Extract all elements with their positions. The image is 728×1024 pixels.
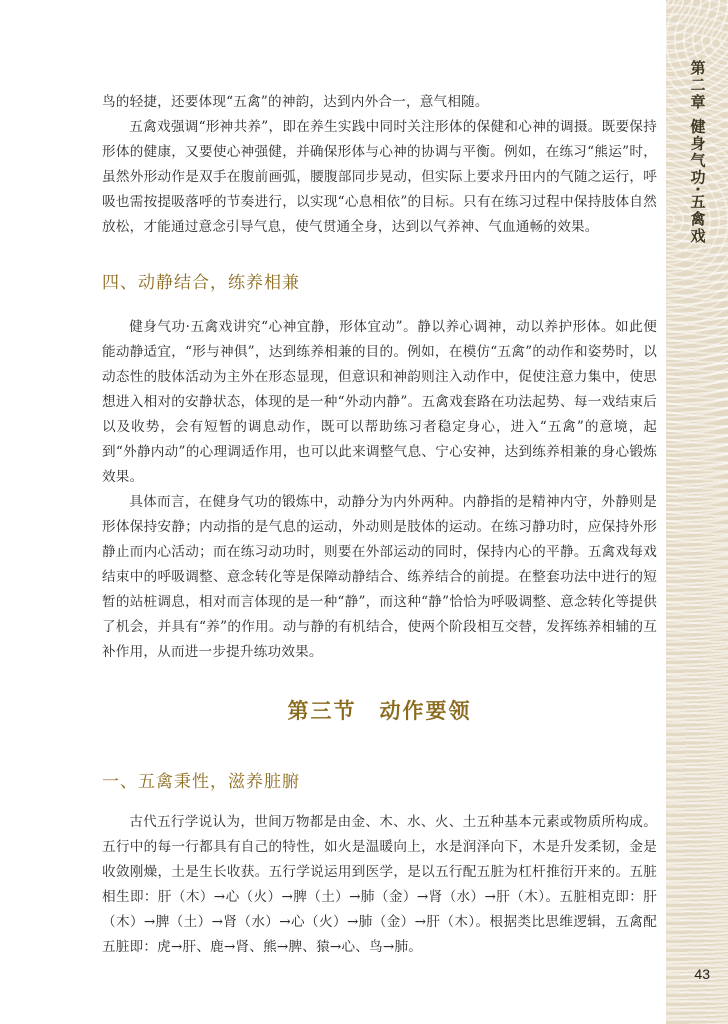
- chapter-section-heading: 第三节 动作要领: [287, 699, 472, 723]
- paragraph-form-spirit: 五禽戏强调“形神共养”，即在养生实践中同时关注形体的保健和心神的调摄。既要保持形体的健康，又要使心神强健，并确保形体与心神的协调与平衡。例如，在练习“熊运”时，虽然外形动作是双手在腹前画弧，腰腹部同步晃动，但实际上要求丹田内的气随之运行，呼吸也需按提吸落呼的节奏进行，以实现“心息相依”的目标。只有在练习过程中保持肢体自然放松，才能通过意念引导气息，使气贯通全身，达到以气养神、气血通畅的效果。: [102, 119, 657, 235]
- section-heading-4: 四、动静结合，练养相兼: [102, 273, 300, 293]
- section-heading-1: 一、五禽秉性，滋养脏腑: [102, 772, 300, 792]
- main-content: [102, 90, 657, 960]
- paragraph-motion-stillness-2: 具体而言，在健身气功的锻炼中，动静分为内外两种。内静指的是精神内守，外静则是形体保持安静；内动指的是气息的运动，外动则是肢体的运动。在练习静功时，应保持外形静止而内心活动；而在练习动功时，则要在外部运动的同时，保持内心的平静。五禽戏每戏结束中的呼吸调整、意念转化等是保障动静结合、练养结合的前提。在整套功法中进行的短暂的站桩调息，相对而言体现的是一种“静”，而这种“静”恰恰为呼吸调整、意念转化等提供了机会，并具有“养”的作用。动与静的有机结合，使两个阶段相互交替，发挥练养相辅的互补作用，从而进一步提升练功效果。: [102, 494, 657, 660]
- paragraph-five-elements: 古代五行学说认为，世间万物都是由金、木、水、火、土五种基本元素或物质所构成。五行中的每一行都具有自己的特性，如火是温暖向上，水是润泽向下，木是升发柔韧，金是收敛刚燥，土是生长收获。五行学说运用到医学，是以五行配五脏为杠杆推衍开来的。五脏相生即：肝（木）→心（火）→脾（土）→肺（金）→肾（水）→肝（木）。五脏相克即：肝（木）→脾（土）→肾（水）→心（火）→肺（金）→肝（木）。根据类比思维逻辑，五禽配五脏即：虎→肝、鹿→肾、熊→脾、猿→心、鸟→肺。: [102, 814, 657, 955]
- page-number: 43: [694, 966, 710, 982]
- paragraph-motion-stillness-1: 健身气功·五禽戏讲究“心神宜静，形体宜动”。静以养心调神，动以养护形体。如此便能动静适宜，“形与神俱”，达到练养相兼的目的。例如，在模仿“五禽”的动作和姿势时，以动态性的肢体活动为主外在形态显现，但意识和神韵则注入动作中，促使注意力集中，使思想进入相对的安静状态，体现的是一种“外动内静”。五禽戏套路在功法起势、每一戏结束后以及收势，会有短暂的调息动作，既可以帮助练习者稳定身心，进入“五禽”的意境，起到“外静内动”的心理调适作用，也可以此来调整气息、宁心安神，达到练养相兼的身心锻炼效果。: [102, 319, 657, 485]
- chapter-title-vertical: 第二章 健身气功·五禽戏: [688, 60, 707, 245]
- chapter-sidebar: [666, 0, 728, 1024]
- paragraph-continued: 鸟的轻捷，还要体现“五禽”的神韵，达到内外合一，意气相随。: [102, 94, 489, 110]
- chapter-sidebar-strip: [666, 50, 728, 280]
